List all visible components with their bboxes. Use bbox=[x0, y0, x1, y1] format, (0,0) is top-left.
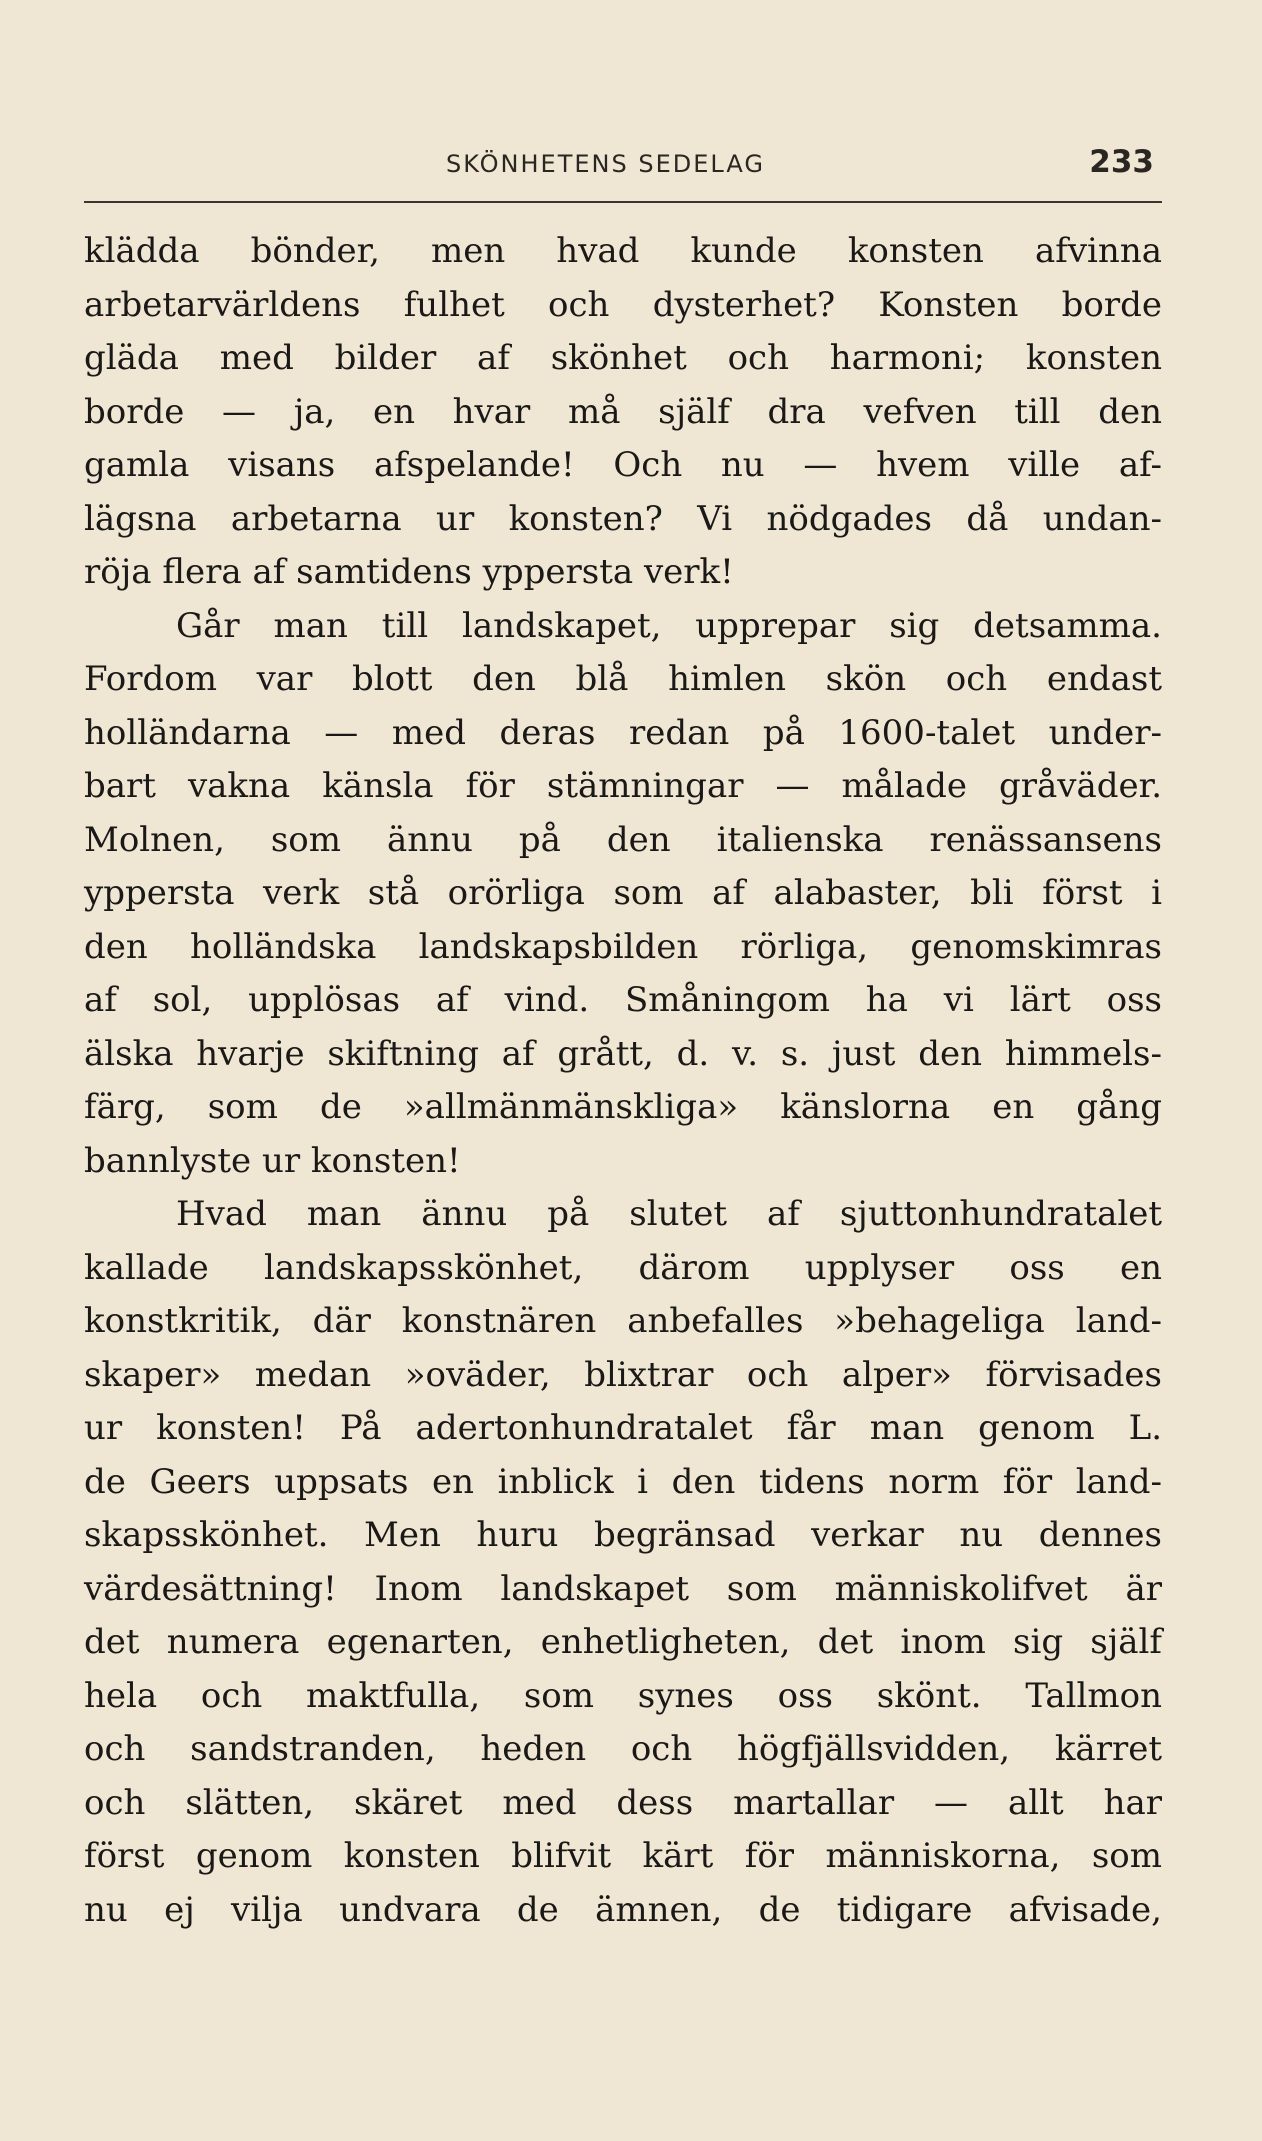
text-line: arbetarvärldens fulhet och dysterhet? Konsten borde bbox=[84, 284, 1162, 325]
text-line: röja flera af samtidens yppersta verk! bbox=[84, 552, 734, 592]
text-line: klädda bönder, men hvad kunde konsten afvinna bbox=[84, 231, 1162, 271]
text-line: färg, som de »allmänmänskliga» känslorna en gång bbox=[84, 1087, 1162, 1127]
page-number: 233 bbox=[1089, 144, 1154, 180]
text-line: Fordom var blott den blå himlen skön och endast bbox=[84, 659, 1162, 699]
text-line: skaper» medan »oväder, blixtrar och alper» förvisades bbox=[84, 1354, 1162, 1395]
header-rule bbox=[84, 201, 1162, 203]
text-line: gläda med bilder af skönhet och harmoni; konsten bbox=[84, 338, 1162, 378]
text-line: först genom konsten blifvit kärt för människorna, som bbox=[84, 1836, 1162, 1876]
text-line: lägsna arbetarna ur konsten? Vi nödgades då undan- bbox=[84, 498, 1162, 539]
text-line: det numera egenarten, enhetligheten, det inom sig själf bbox=[84, 1622, 1162, 1662]
text-line: och slätten, skäret med dess martallar — allt har bbox=[84, 1782, 1162, 1823]
text-line: kallade landskapsskönhet, därom upplyser oss en bbox=[84, 1247, 1162, 1288]
text-line: och sandstranden, heden och högfjällsvidden, kärret bbox=[84, 1729, 1162, 1769]
text-line: Hvad man ännu på slutet af sjuttonhundratalet bbox=[176, 1194, 1162, 1234]
text-line: Går man till landskapet, upprepar sig detsamma. bbox=[176, 605, 1162, 646]
text-line: ur konsten! På adertonhundratalet får man genom L. bbox=[84, 1408, 1162, 1448]
text-line: af sol, upplösas af vind. Småningom ha vi lärt oss bbox=[84, 980, 1162, 1020]
page-header bbox=[84, 142, 1162, 192]
text-line: yppersta verk stå orörliga som af alabaster, bli först i bbox=[84, 873, 1162, 913]
text-line: borde — ja, en hvar må själf dra vefven till den bbox=[84, 391, 1162, 432]
text-line: den holländska landskapsbilden rörliga, genomskimras bbox=[84, 926, 1162, 967]
text-line: älska hvarje skiftning af grått, d. v. s. just den himmels- bbox=[84, 1033, 1162, 1074]
text-line: konstkritik, där konstnären anbefalles »behageliga land- bbox=[84, 1301, 1162, 1341]
text-line: hela och maktfulla, som synes oss skönt. Tallmon bbox=[84, 1675, 1162, 1716]
text-line: nu ej vilja undvara de ämnen, de tidigare afvisade, bbox=[84, 1889, 1162, 1930]
text-line: skapsskönhet. Men huru begränsad verkar nu dennes bbox=[84, 1515, 1162, 1555]
text-line: gamla visans afspelande! Och nu — hvem ville af- bbox=[84, 445, 1162, 485]
text-line: Molnen, som ännu på den italienska renässansens bbox=[84, 819, 1162, 860]
running-title: SKÖNHETENS SEDELAG bbox=[446, 150, 765, 178]
text-line: holländarna — med deras redan på 1600-talet under- bbox=[84, 712, 1162, 753]
text-line: bart vakna känsla för stämningar — målade gråväder. bbox=[84, 766, 1162, 806]
body-text bbox=[84, 225, 1162, 1937]
text-line: bannlyste ur konsten! bbox=[84, 1140, 461, 1181]
text-line: värdesättning! Inom landskapet som människolifvet är bbox=[84, 1568, 1162, 1609]
text-line: de Geers uppsats en inblick i den tidens norm för land- bbox=[84, 1461, 1162, 1502]
